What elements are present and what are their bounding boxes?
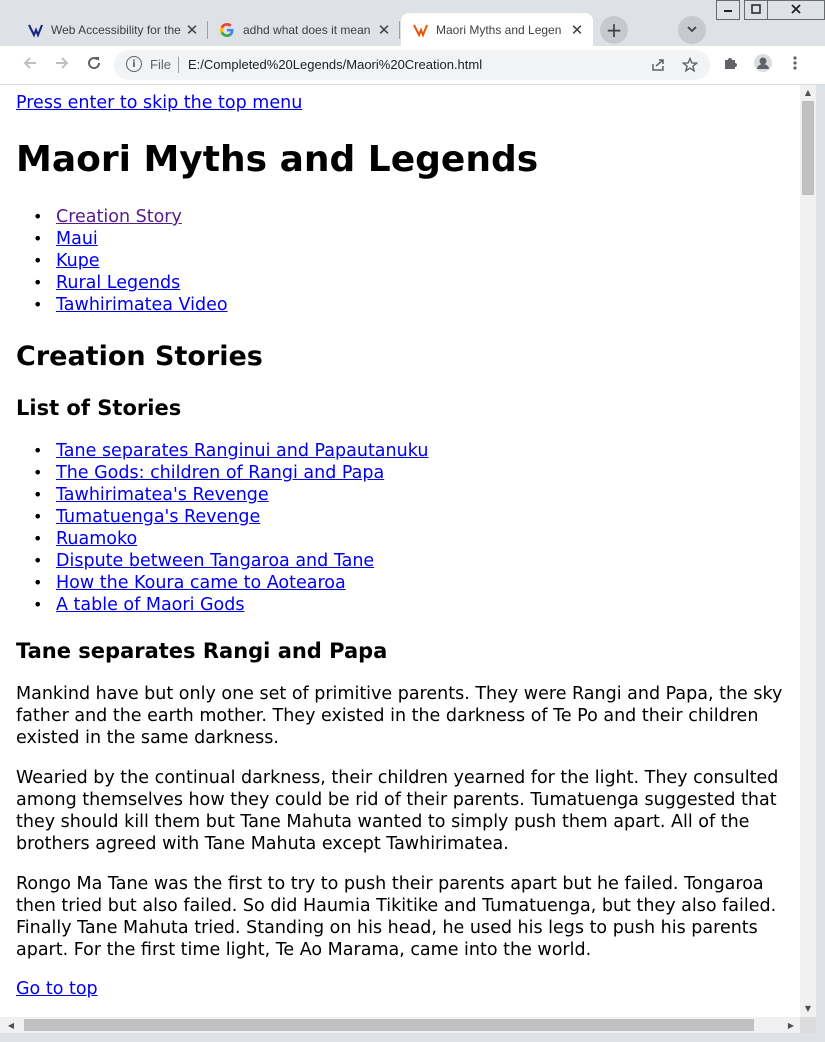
tab-title: Web Accessibility for the [51, 22, 181, 37]
list-item [16, 484, 428, 506]
story-link[interactable]: A table of Maori Gods [56, 595, 245, 615]
browser-toolbar [0, 46, 825, 85]
back-button[interactable] [18, 53, 42, 77]
list-item [16, 440, 428, 462]
tab-title: Maori Myths and Legen [436, 22, 562, 37]
arrow-left-icon [22, 55, 38, 76]
star-icon[interactable] [680, 55, 700, 75]
reload-button[interactable] [82, 53, 106, 77]
puzzle-icon [723, 55, 739, 76]
tab-adhd-search[interactable] [208, 13, 400, 46]
nav-item-rural-legends [16, 272, 228, 294]
story-link[interactable]: Dispute between Tangaroa and Tane [56, 551, 375, 571]
address-bar[interactable] [114, 50, 710, 80]
scrollbar-corner [800, 1017, 816, 1033]
story-list [16, 440, 428, 616]
scroll-down-icon[interactable]: ▼ [804, 1003, 812, 1013]
story-paragraph: Rongo Ma Tane was the first to try to push their parents apart but he failed. Tongaroa then tried but also failed. So did Haumia Tikitike and Tumatuenga, but they also failed. Finally Tane Mahuta tried. Standing on his head, he used his legs to push his parents apart. For the first time light, Te Ao Marama, came into the world. [16, 874, 777, 960]
w3c-icon [412, 22, 428, 38]
page-title: Maori Myths and Legends [16, 139, 539, 180]
close-tab-icon[interactable]: ✕ [185, 20, 199, 39]
w3c-icon [27, 22, 43, 38]
nav-link-rural-legends[interactable]: Rural Legends [56, 273, 181, 293]
list-heading: List of Stories [16, 396, 182, 420]
forward-button[interactable] [50, 53, 74, 77]
list-item [16, 506, 428, 528]
maximize-icon [751, 4, 761, 17]
close-tab-icon[interactable]: ✕ [570, 20, 584, 39]
url-text[interactable]: E:/Completed%20Legends/Maori%20Creation.html [188, 57, 483, 72]
tab-search-button[interactable] [678, 16, 706, 44]
nav-item-maui [16, 228, 228, 250]
nav-link-tawhirimatea-video[interactable]: Tawhirimatea Video [56, 295, 228, 315]
google-icon [219, 22, 235, 38]
tab-maori-myths[interactable] [401, 13, 593, 46]
story-link[interactable]: Tumatuenga's Revenge [56, 507, 261, 527]
close-icon [791, 4, 801, 17]
new-tab-button[interactable] [600, 16, 628, 44]
horizontal-scroll-thumb[interactable] [24, 1019, 754, 1031]
nav-link-kupe[interactable]: Kupe [56, 251, 100, 271]
list-item [16, 528, 428, 550]
story-heading: Tane separates Rangi and Papa [16, 639, 388, 663]
story-link[interactable]: The Gods: children of Rangi and Papa [56, 463, 385, 483]
story-link[interactable]: Ruamoko [56, 529, 138, 549]
address-separator [178, 57, 179, 73]
tab-web-accessibility[interactable] [16, 13, 208, 46]
story-link[interactable]: How the Koura came to Aotearoa [56, 573, 346, 593]
chevron-down-icon [686, 23, 698, 38]
scroll-up-icon[interactable]: ▲ [804, 87, 812, 97]
info-icon[interactable]: i [126, 56, 142, 72]
story-link[interactable]: Tawhirimatea's Revenge [56, 485, 269, 505]
list-item [16, 594, 428, 616]
close-window-button[interactable] [767, 0, 825, 20]
plus-icon: + [605, 18, 623, 42]
scroll-left-icon[interactable]: ◀ [7, 1020, 15, 1030]
minimize-icon [723, 4, 733, 17]
avatar-icon [753, 53, 773, 78]
skip-menu-link[interactable]: Press enter to skip the top menu [16, 93, 303, 113]
go-to-top-link[interactable]: Go to top [16, 979, 98, 999]
list-item [16, 550, 428, 572]
arrow-right-icon [54, 55, 70, 76]
nav-item-creation-story [16, 206, 228, 228]
tab-title: adhd what does it mean [243, 22, 371, 37]
story-paragraph: Wearied by the continual darkness, their children yearned for the light. They consulted among themselves how they could be rid of their parents. Tumatuenga suggested that they should kill them but Tane Mahuta wanted to simply push them apart. All of the brothers agreed with Tane Mahuta except Tawhirimatea. [16, 768, 779, 854]
top-menu [16, 206, 228, 316]
kebab-menu-icon [793, 55, 797, 76]
window-frame-bottom [0, 1033, 825, 1042]
window-frame-right [816, 85, 825, 1042]
share-icon[interactable] [648, 55, 668, 75]
tab-separator [399, 21, 400, 39]
nav-item-kupe [16, 250, 228, 272]
story-paragraph: Mankind have but only one set of primitive parents. They were Rangi and Papa, the sky father and the earth mother. They existed in the darkness of Te Po and their children existed in the same darkness. [16, 684, 783, 748]
extensions-button[interactable] [719, 53, 743, 77]
profile-button[interactable] [751, 53, 775, 77]
nav-item-tawhirimatea-video [16, 294, 228, 316]
maximize-button[interactable] [744, 0, 768, 20]
list-item [16, 572, 428, 594]
story-link[interactable]: Tane separates Ranginui and Papautanuku [56, 441, 429, 461]
nav-link-creation-story[interactable]: Creation Story [56, 207, 182, 227]
page-viewport [0, 85, 800, 1017]
nav-link-maui[interactable]: Maui [56, 229, 98, 249]
list-item [16, 462, 428, 484]
close-tab-icon[interactable]: ✕ [377, 20, 391, 39]
section-heading: Creation Stories [16, 341, 263, 372]
menu-button[interactable] [783, 53, 807, 77]
horizontal-scrollbar[interactable] [0, 1017, 800, 1033]
reload-icon [86, 55, 102, 76]
minimize-button[interactable] [716, 0, 740, 20]
scroll-right-icon[interactable]: ▶ [787, 1020, 795, 1030]
scheme-label: File [150, 57, 171, 72]
vertical-scroll-thumb[interactable] [802, 101, 814, 195]
tab-strip [0, 0, 825, 46]
vertical-scrollbar[interactable] [800, 85, 816, 1017]
